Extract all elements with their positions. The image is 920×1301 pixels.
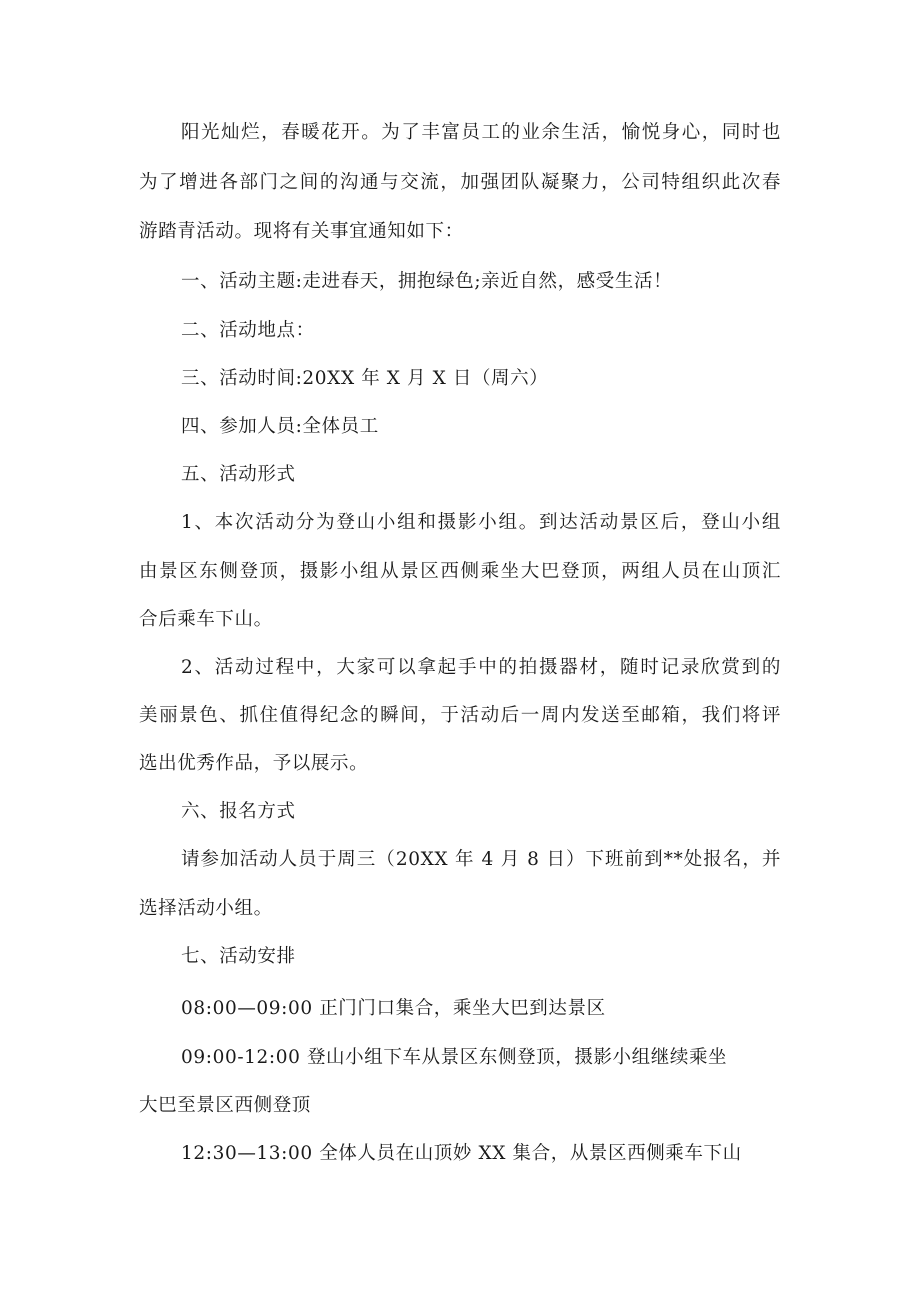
section-location: 二、活动地点： xyxy=(181,320,315,341)
schedule-item-2-line-1: 09:00-12:00 登山小组下车从景区东侧登顶，摄影小组继续乘坐 xyxy=(181,1047,728,1068)
form-item1-line-1: 1、本次活动分为登山小组和摄影小组。到达活动景区后，登山小组 xyxy=(181,512,781,533)
intro-line-2: 为了增进各部门之间的沟通与交流，加强团队凝聚力，公司特组织此次春 xyxy=(139,172,781,193)
section-participants: 四、参加人员:全体员工 xyxy=(181,416,379,437)
intro-line-3: 游踏青活动。现将有关事宜通知如下： xyxy=(139,221,464,242)
section-form-heading: 五、活动形式 xyxy=(181,464,296,485)
section-schedule-heading: 七、活动安排 xyxy=(181,946,296,967)
section-signup-heading: 六、报名方式 xyxy=(181,801,296,822)
signup-line-2: 选择活动小组。 xyxy=(139,898,273,919)
section-theme: 一、活动主题:走进春天，拥抱绿色;亲近自然，感受生活！ xyxy=(181,271,673,292)
form-item2-line-1: 2、活动过程中，大家可以拿起手中的拍摄器材，随时记录欣赏到的 xyxy=(181,657,781,678)
schedule-item-1: 08:00—09:00 正门门口集合，乘坐大巴到达景区 xyxy=(181,998,606,1019)
schedule-item-2-line-2: 大巴至景区西侧登顶 xyxy=(139,1095,311,1116)
form-item1-line-3: 合后乘车下山。 xyxy=(139,609,273,630)
form-item2-line-2: 美丽景色、抓住值得纪念的瞬间，于活动后一周内发送至邮箱，我们将评 xyxy=(139,705,781,726)
intro-line-1: 阳光灿烂，春暖花开。为了丰富员工的业余生活，愉悦身心，同时也 xyxy=(181,122,781,143)
signup-line-1: 请参加活动人员于周三（20XX 年 4 月 8 日）下班前到**处报名，并 xyxy=(181,849,781,870)
form-item2-line-3: 选出优秀作品，予以展示。 xyxy=(139,753,369,774)
section-time: 三、活动时间:20XX 年 X 月 X 日（周六） xyxy=(181,368,549,389)
form-item1-line-2: 由景区东侧登顶，摄影小组从景区西侧乘坐大巴登顶，两组人员在山顶汇 xyxy=(139,561,781,582)
schedule-item-3: 12:30—13:00 全体人员在山顶妙 XX 集合，从景区西侧乘车下山 xyxy=(181,1143,742,1164)
